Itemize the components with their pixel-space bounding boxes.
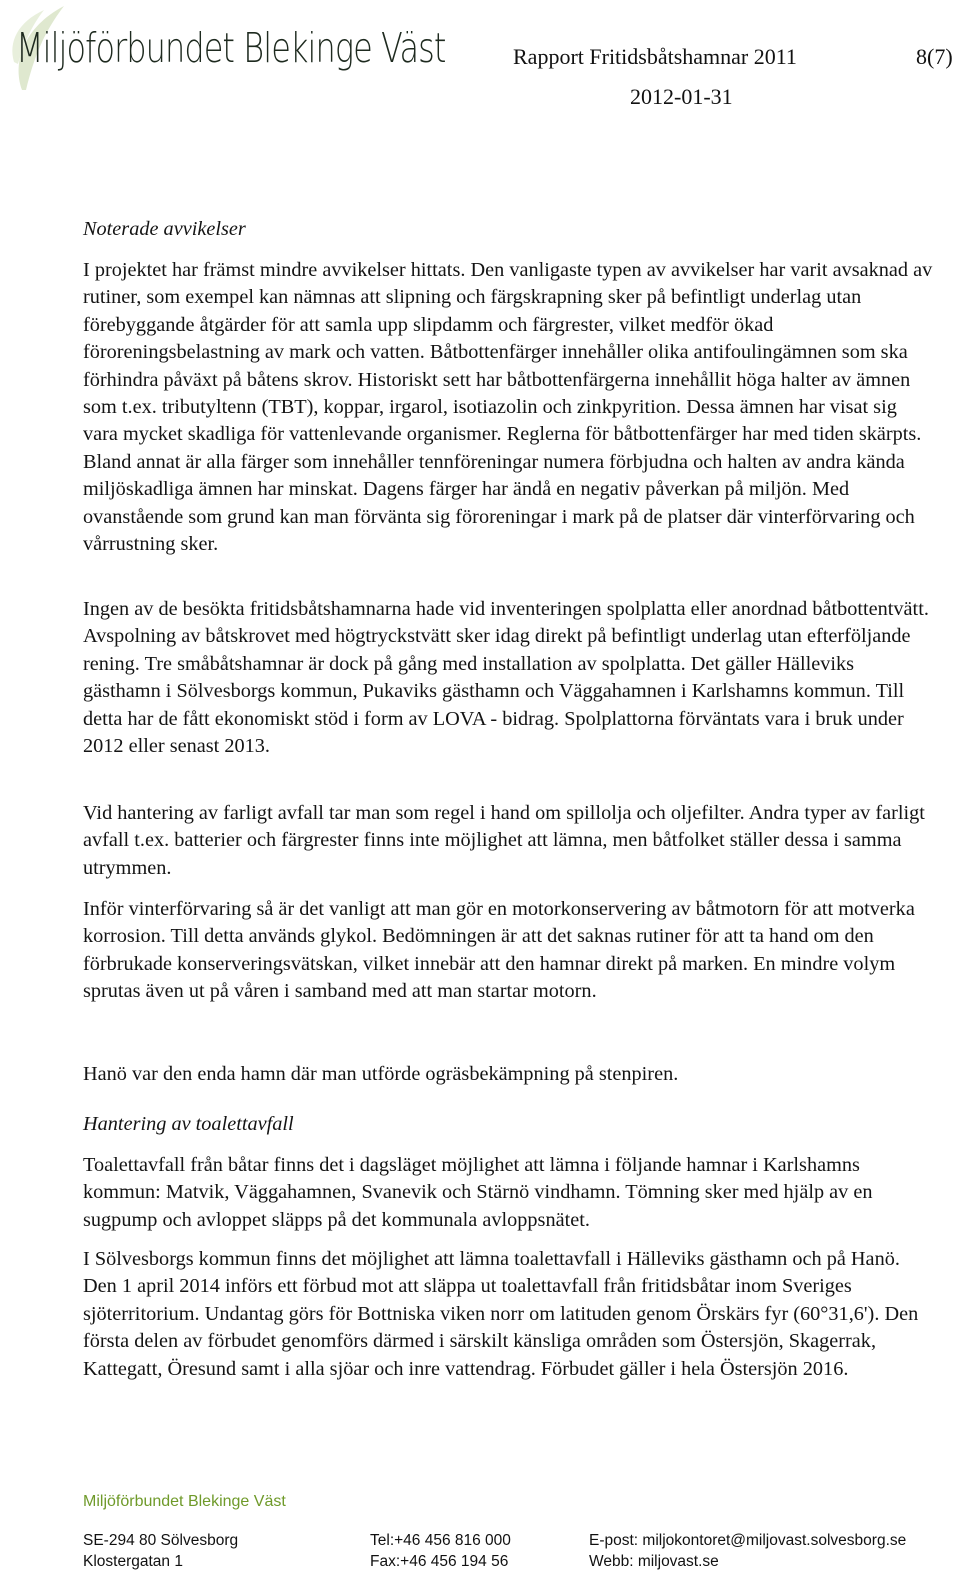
paragraph-text: Vid hantering av farligt avfall tar man som regel i hand om spillolja och oljefilter. Andra typer av farligt avfall t.ex. batterier och färgrester finns inte möjlighet att lämna, men båtfolket ställer dessa i samma utrymmen. (83, 802, 925, 879)
paragraph (83, 800, 933, 882)
paragraph-text: Hanö var den enda hamn där man utförde ogräsbekämpning på stenpiren. (83, 1063, 679, 1085)
footer-fax: Fax:+46 456 194 56 (370, 1553, 509, 1570)
paragraph (83, 1246, 933, 1383)
footer-email[interactable]: E-post: miljokontoret@miljovast.solvesborg.se (589, 1532, 907, 1549)
paragraph-text: I Sölvesborgs kommun finns det möjlighet att lämna toalettavfall i Hälleviks gästhamn och på Hanö. Den 1 april 2014 införs ett förbud mot att släppa ut toalettavfall från fritidsbåtar inom Sveriges sjöterritorium. Undantag görs för Bottniska viken norr om latituden genom Örskärs fyr (60°31,6'). Den första delen av förbudet genomförs därmed i särskilt känsliga områden som Östersjön, Skagerrak, Kattegatt, Öresund samt i alla sjöar och inre vattendrag. Förbudet gäller i hela Östersjön 2016. (83, 1248, 919, 1380)
report-title: Rapport Fritidsbåtshamnar 2011 (513, 44, 797, 69)
paragraph (83, 257, 933, 558)
paragraph (83, 1152, 933, 1234)
paragraph-text: Ingen av de besökta fritidsbåtshamnarna hade vid inventeringen spolplatta eller anordnad båtbottentvätt. Avspolning av båtskrovet med högtryckstvätt sker idag direkt på befintligt underlag utan efterföljande rening. Tre småbåtshamnar är dock på gång med installation av spolplatta. Det gäller Hälleviks gästhamn i Sölvesborgs kommun, Pukaviks gästhamn och Väggahamnen i Karlshamns kommun. Till detta har de fått ekonomiskt stöd i form av LOVA - bidrag. Spolplattorna förväntats vara i bruk under 2012 eller senast 2013. (83, 598, 929, 758)
paragraph-text: Inför vinterförvaring så är det vanligt att man gör en motorkonservering av båtmotorn för att motverka korrosion. Till detta används glykol. Bedömningen är att det saknas rutiner för att ta hand om den förbrukade konserveringsvätskan, vilket innebär att den hamnar direkt på marken. En mindre volym sprutas även ut på våren i samband med att man startar motorn. (83, 898, 915, 1003)
section-heading: Noterade avvikelser (83, 218, 246, 240)
footer-org: Miljöförbundet Blekinge Väst (83, 1493, 286, 1510)
logo-text: Miljöförbundet Blekinge Väst (16, 24, 446, 72)
footer-address-line1: SE-294 80 Sölvesborg (83, 1532, 239, 1549)
section-heading: Hantering av toalettavfall (83, 1113, 294, 1135)
footer-tel: Tel:+46 456 816 000 (370, 1532, 511, 1549)
paragraph-text: I projektet har främst mindre avvikelser hittats. Den vanligaste typen av avvikelser har varit avsaknad av rutiner, som exempel kan nämnas att slipning och färgskrapning sker på befintligt underlag utan förebyggande åtgärder för att samla upp slipdamm och färgrester, vilket medför ökad föroreningsbelastning av mark och vatten. Båtbottenfärger innehåller olika antifoulingämnen som ska förhindra påväxt på båtens skrov. Historiskt sett har båtbottenfärgerna innehållit höga halter av ämnen som t.ex. tributyltenn (TBT), koppar, irgarol, isotiazolin och zinkpyrition. Dessa ämnen har visat sig vara mycket skadliga för vattenlevande organismer. Reglerna för båtbottenfärger har med tiden skärpts. Bland annat är alla färger som innehåller tennföreningar numera förbjudna och halten av andra kända miljöskadliga ämnen har minskat. Dagens färger har ändå en negativ påverkan på miljön. Med ovanstående som grund kan man förvänta sig föroreningar i mark på de platser där vinterförvaring och vårrustning sker. (83, 259, 933, 556)
page-number: 8(7) (916, 44, 953, 69)
footer-web[interactable]: Webb: miljovast.se (589, 1553, 719, 1570)
logo (4, 2, 446, 92)
paragraph-text: Toalettavfall från båtar finns det i dagsläget möjlighet att lämna i följande hamnar i Karlshamns kommun: Matvik, Väggahamnen, Svanevik och Stärnö vindhamn. Tömning sker med hjälp av en sugpump och avloppet släpps på det kommunala avloppsnätet. (83, 1154, 873, 1231)
section-toalett-heading (83, 1111, 933, 1138)
report-date: 2012-01-31 (630, 84, 733, 109)
paragraph (83, 896, 933, 1006)
section-avvikelser-heading (83, 216, 933, 243)
paragraph (83, 596, 933, 760)
footer-address-line2: Klostergatan 1 (83, 1553, 183, 1570)
paragraph (83, 1061, 933, 1088)
